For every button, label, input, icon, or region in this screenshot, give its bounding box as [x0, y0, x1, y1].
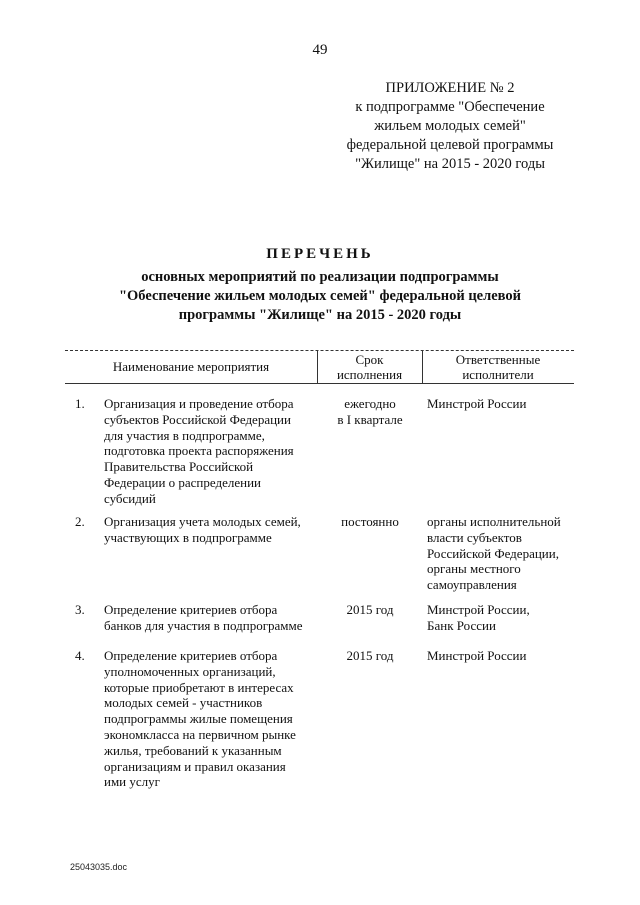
row-name-line: Определение критериев отбора	[104, 602, 278, 617]
row-term-line: в I квартале	[337, 411, 403, 427]
row-term	[318, 648, 422, 664]
row-name-line: для участия в подпрограмме,	[104, 427, 265, 443]
row-name-line: Правительства Российской	[104, 459, 254, 475]
row-name-line: экономкласса на первичном рынке	[104, 726, 296, 742]
row-name	[104, 648, 314, 790]
header-responsible	[422, 352, 574, 382]
header-responsible-line: исполнители	[462, 367, 534, 382]
row-responsible-line: Минстрой России,	[427, 602, 530, 617]
row-responsible-line: Минстрой России	[427, 648, 527, 663]
row-name-line: банков для участия в подпрограмме	[104, 617, 303, 633]
row-responsible-line: власти субъектов	[427, 529, 522, 545]
row-responsible-line: Банк России	[427, 617, 496, 633]
row-responsible-line: органы исполнительной	[427, 514, 561, 529]
row-name-line: участвующих в подпрограмме	[104, 529, 272, 545]
row-name	[104, 602, 314, 634]
row-term	[318, 396, 422, 428]
row-name-line: молодых семей - участников	[104, 695, 263, 711]
appendix-line: "Жилище" на 2015 - 2020 годы	[355, 156, 545, 172]
row-name-line: уполномоченных организаций,	[104, 663, 276, 679]
row-responsible	[427, 514, 587, 593]
row-name-line: Определение критериев отбора	[104, 648, 278, 663]
row-name-line: организациям и правил оказания	[104, 758, 286, 774]
document-title: ПЕРЕЧЕНЬ	[266, 246, 374, 262]
subtitle-line: программы "Жилище" на 2015 - 2020 годы	[178, 307, 462, 323]
row-term-line: постоянно	[341, 514, 399, 529]
row-name-line: подготовка проекта распоряжения	[104, 443, 294, 459]
appendix-line: к подпрограмме "Обеспечение	[355, 99, 545, 115]
appendix-line: жильем молодых семей"	[374, 118, 526, 134]
document-file-id: 25043035.doc	[70, 862, 128, 872]
appendix-line: ПРИЛОЖЕНИЕ № 2	[385, 80, 515, 96]
row-name-line: субсидий	[104, 490, 156, 506]
row-name	[104, 396, 314, 507]
row-responsible	[427, 602, 587, 634]
row-term	[318, 514, 422, 530]
appendix-line: федеральной целевой программы	[346, 137, 554, 153]
row-responsible-line: Минстрой России	[427, 396, 527, 411]
header-bottom-rule	[65, 383, 574, 384]
header-name: Наименование мероприятия	[112, 359, 270, 374]
header-top-rule	[65, 350, 574, 351]
document-subtitle	[60, 268, 580, 325]
header-term-line: исполнения	[336, 367, 403, 382]
row-name-line: подпрограммы жилые помещения	[104, 711, 293, 727]
row-name-line: Организация учета молодых семей,	[104, 514, 301, 529]
appendix-block	[340, 79, 560, 174]
header-responsible-line: Ответственные	[455, 352, 541, 367]
row-name-line: Федерации о распределении	[104, 474, 262, 490]
row-name-line: ими услуг	[104, 774, 160, 790]
row-number: 4.	[75, 648, 85, 663]
row-name-line: которые приобретают в интересах	[104, 679, 294, 695]
row-responsible	[427, 396, 587, 412]
subtitle-line: основных мероприятий по реализации подпрограммы	[141, 269, 499, 285]
row-responsible-line: самоуправления	[427, 577, 517, 593]
header-term-line: Срок	[355, 352, 384, 367]
table-header	[65, 350, 574, 383]
header-term	[317, 352, 422, 382]
row-term	[318, 602, 422, 618]
row-name-line: жилья, требований к указанным	[104, 742, 282, 758]
row-number: 3.	[75, 602, 85, 617]
row-name	[104, 514, 314, 546]
row-number: 1.	[75, 396, 85, 411]
row-number: 2.	[75, 514, 85, 529]
row-name-line: Организация и проведение отбора	[104, 396, 294, 411]
row-term-line: 2015 год	[346, 648, 394, 663]
row-name-line: субъектов Российской Федерации	[104, 411, 291, 427]
page-number: 49	[312, 42, 328, 58]
row-term-line: 2015 год	[346, 602, 394, 617]
row-responsible-line: Российской Федерации,	[427, 545, 559, 561]
subtitle-line: "Обеспечение жильем молодых семей" федеральной целевой	[118, 288, 522, 304]
row-responsible-line: органы местного	[427, 561, 521, 577]
row-responsible	[427, 648, 587, 664]
row-term-line: ежегодно	[344, 396, 396, 411]
